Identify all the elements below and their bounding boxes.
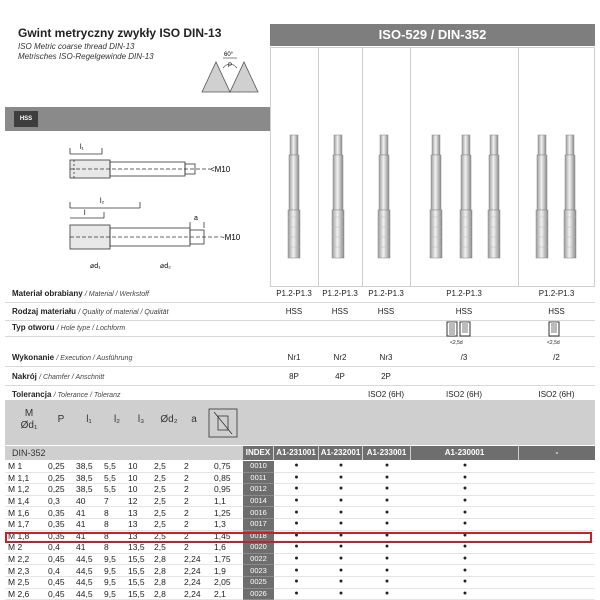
table-cell: 0,45 [45, 588, 73, 600]
spec-label-pl: Nakrój [12, 372, 37, 381]
table-cell: 2 [181, 542, 211, 554]
index-cell: 0014 [243, 495, 274, 507]
hole-note: <2,5d [547, 340, 560, 346]
spec-label-pl: Tolerancja [12, 390, 52, 399]
code-4: A1-230001 [411, 446, 518, 460]
availability-dot: ● [411, 530, 519, 542]
spec-value: Nr1 [287, 353, 301, 362]
table-cell: 1,9 [211, 565, 243, 577]
availability-dot: ● [363, 542, 411, 554]
spec-label-en: / Chamfer / Anschnitt [39, 374, 105, 381]
table-cell [519, 472, 595, 484]
drawing-l1: l₁ [80, 144, 84, 151]
table-row [5, 553, 595, 565]
table-cell: 5,5 [101, 484, 125, 496]
table-cell: 9,5 [101, 588, 125, 600]
din-label: DIN-352 [12, 448, 46, 458]
subtitle-en: ISO Metric coarse thread DIN-13 [18, 42, 135, 51]
spec-label-pl: Typ otworu [12, 323, 55, 332]
table-cell: 2,5 [151, 495, 181, 507]
table-cell: 38,5 [73, 484, 101, 496]
table-cell: 10 [125, 484, 151, 496]
col-d1: Ød₁ [20, 420, 38, 431]
table-cell: 2 [181, 495, 211, 507]
table-cell: 9,5 [101, 553, 125, 565]
col-l2: l₂ [113, 414, 121, 425]
table-cell: 2,5 [151, 518, 181, 530]
spec-value: P1.2-P1.3 [538, 289, 575, 298]
table-cell: 2 [181, 461, 211, 472]
code-2: A1-232001 [319, 446, 362, 460]
availability-dot: ● [274, 518, 319, 530]
table-row [5, 518, 595, 530]
table-cell: 10 [125, 472, 151, 484]
availability-dot: ● [319, 576, 363, 588]
availability-dot: ● [319, 507, 363, 519]
table-cell: 8 [101, 530, 125, 542]
table-cell: M 1 [5, 461, 45, 472]
spec-value: P1.2-P1.3 [322, 289, 358, 298]
table-cell: 13 [125, 518, 151, 530]
table-cell: 15,5 [125, 576, 151, 588]
index-cell: 0025 [243, 576, 274, 588]
availability-dot: ● [319, 530, 363, 542]
availability-dot: ● [274, 484, 319, 496]
table-row [5, 461, 595, 472]
tap-drawing [60, 140, 270, 280]
availability-dot: ● [411, 461, 519, 472]
table-cell [519, 495, 595, 507]
availability-dot: ● [411, 542, 519, 554]
spec-label-en: / Tolerance / Toleranz [53, 392, 121, 399]
table-row [5, 565, 595, 577]
spec-label [12, 353, 132, 362]
table-cell: 8 [101, 542, 125, 554]
table-cell: 7 [101, 495, 125, 507]
spec-label-en: / Hole type / Lochform [56, 325, 126, 332]
spec-label-en: / Material / Werkstoff [84, 291, 149, 298]
table-cell: 8 [101, 518, 125, 530]
spec-value: HSS [455, 307, 473, 316]
availability-dot: ● [319, 565, 363, 577]
availability-dot: ● [319, 495, 363, 507]
table-cell: 0,4 [45, 542, 73, 554]
table-cell [519, 484, 595, 496]
col-l3: l₃ [137, 414, 145, 425]
table-cell: 0,95 [211, 484, 243, 496]
table-cell: 38,5 [73, 472, 101, 484]
availability-dot: ● [363, 484, 411, 496]
table-cell: 15,5 [125, 553, 151, 565]
spec-label-en: / Quality of material / Qualität [78, 309, 169, 316]
drawing-d2: ⌀d₂ [160, 263, 171, 270]
table-cell: 8 [101, 507, 125, 519]
tap-photo [430, 135, 442, 258]
col-m: M [24, 408, 34, 419]
spec-label-en: / Execution / Ausführung [56, 355, 133, 362]
row-divider [5, 320, 595, 321]
code-3: A1-233001 [363, 446, 410, 460]
angle-label: 60° [224, 52, 234, 58]
availability-dot: ● [363, 553, 411, 565]
spec-value: ISO2 (6H) [538, 390, 575, 399]
availability-dot: ● [274, 588, 319, 600]
table-cell [519, 461, 595, 472]
availability-dot: ● [319, 553, 363, 565]
table-cell: 40 [73, 495, 101, 507]
table-cell: M 2 [5, 542, 45, 554]
availability-dot: ● [363, 565, 411, 577]
tap-photo [564, 135, 576, 258]
spec-label [12, 307, 169, 316]
data-table [5, 461, 595, 600]
availability-dot: ● [411, 518, 519, 530]
spec-value: 2P [381, 372, 391, 381]
table-cell: 0,25 [45, 484, 73, 496]
drawing-d1: ⌀d₁ [90, 263, 101, 270]
availability-dot: ● [274, 576, 319, 588]
table-cell: 38,5 [73, 461, 101, 472]
subtitle-de: Metrisches ISO-Regelgewinde DIN-13 [18, 52, 154, 61]
index-cell: 0026 [243, 588, 274, 600]
row-divider [5, 336, 595, 337]
table-row [5, 588, 595, 600]
spec-label-pl: Materiał obrabiany [12, 289, 83, 298]
index-cell: 0012 [243, 484, 274, 496]
spec-value: HSS [377, 307, 395, 316]
table-cell: M 1,7 [5, 518, 45, 530]
table-cell: 2,5 [151, 542, 181, 554]
spec-value: HSS [548, 307, 565, 316]
table-cell [519, 588, 595, 600]
availability-dot: ● [363, 530, 411, 542]
table-cell: 41 [73, 507, 101, 519]
availability-dot: ● [363, 518, 411, 530]
table-row [5, 576, 595, 588]
table-cell: 1,3 [211, 518, 243, 530]
table-cell [519, 507, 595, 519]
spec-label [12, 289, 149, 298]
table-cell: 1,25 [211, 507, 243, 519]
table-cell: 15,5 [125, 565, 151, 577]
spec-value: HSS [331, 307, 349, 316]
pitch-label: P [228, 63, 233, 69]
availability-dot: ● [411, 495, 519, 507]
availability-dot: ● [319, 518, 363, 530]
table-cell [519, 518, 595, 530]
spec-value: Nr3 [379, 353, 393, 362]
table-cell: 2,24 [181, 553, 211, 565]
spec-value: Nr2 [333, 353, 347, 362]
hole-note: <2,5d [450, 340, 463, 346]
table-cell: 2,5 [151, 484, 181, 496]
table-cell: M 1,8 [5, 530, 45, 542]
index-header: INDEX [243, 446, 273, 460]
table-row [5, 507, 595, 519]
availability-dot: ● [274, 530, 319, 542]
spec-value: P1.2-P1.3 [446, 289, 482, 298]
tap-photo [332, 135, 344, 258]
table-cell: M 2,2 [5, 553, 45, 565]
table-cell: 2,5 [151, 507, 181, 519]
spec-value: P1.2-P1.3 [368, 289, 404, 298]
drawing-m10-bottom: ~M10 [220, 233, 241, 242]
table-cell: 2,5 [151, 530, 181, 542]
tap-photo [288, 135, 300, 258]
availability-dot: ● [274, 542, 319, 554]
spec-value: ISO2 (6H) [445, 390, 482, 399]
table-cell: 1,1 [211, 495, 243, 507]
spec-value: ISO2 (6H) [367, 390, 404, 399]
col-a: a [191, 414, 197, 425]
availability-dot: ● [274, 553, 319, 565]
drawing-a: a [194, 215, 198, 222]
index-cell: 0010 [243, 461, 274, 472]
availability-dot: ● [411, 507, 519, 519]
table-cell: 9,5 [101, 565, 125, 577]
drawing-l2: l₂ [100, 198, 105, 205]
table-cell: 41 [73, 530, 101, 542]
table-cell: 2,8 [151, 576, 181, 588]
tap-photo [488, 135, 500, 258]
code-5: - [519, 446, 595, 460]
taps-photos [270, 47, 595, 287]
table-cell: M 2,6 [5, 588, 45, 600]
table-cell: 2 [181, 484, 211, 496]
table-cell: 2 [181, 518, 211, 530]
table-cell: 5,5 [101, 461, 125, 472]
table-cell: 2,05 [211, 576, 243, 588]
spec-label [12, 323, 125, 332]
table-row [5, 484, 595, 496]
table-cell: 2 [181, 472, 211, 484]
index-cell: 0023 [243, 565, 274, 577]
table-cell: 2,24 [181, 576, 211, 588]
table-cell: 2,1 [211, 588, 243, 600]
row-divider [5, 385, 595, 386]
table-cell: 0,3 [45, 495, 73, 507]
table-cell: 2,5 [151, 461, 181, 472]
spec-label [12, 390, 120, 399]
index-cell: 0018 [243, 530, 274, 542]
table-cell: 1,6 [211, 542, 243, 554]
tap-photo [536, 135, 548, 258]
availability-dot: ● [411, 472, 519, 484]
spec-value: 8P [289, 372, 299, 381]
hss-badge: HSS [14, 111, 38, 127]
availability-dot: ● [411, 576, 519, 588]
standard-header: ISO-529 / DIN-352 [270, 24, 595, 46]
table-cell: M 2,5 [5, 576, 45, 588]
availability-dot: ● [363, 588, 411, 600]
table-cell: 2 [181, 507, 211, 519]
table-cell: M 1,4 [5, 495, 45, 507]
tap-photo [378, 135, 390, 258]
spec-value: /3 [460, 353, 468, 362]
drawing-m10-top: <M10 [210, 165, 231, 174]
table-cell: 13,5 [125, 542, 151, 554]
table-row [5, 472, 595, 484]
spec-label-pl: Wykonanie [12, 353, 55, 362]
row-divider [5, 302, 595, 303]
table-cell: M 1,6 [5, 507, 45, 519]
table-cell: 0,45 [45, 553, 73, 565]
table-cell [519, 542, 595, 554]
table-cell: 0,35 [45, 530, 73, 542]
table-cell: 15,5 [125, 588, 151, 600]
table-cell: 41 [73, 518, 101, 530]
availability-dot: ● [363, 576, 411, 588]
index-cell: 0011 [243, 472, 274, 484]
availability-dot: ● [411, 484, 519, 496]
row-divider [5, 366, 595, 367]
table-cell: 2,5 [151, 472, 181, 484]
table-cell: 0,75 [211, 461, 243, 472]
table-cell: 41 [73, 542, 101, 554]
table-cell: 44,5 [73, 576, 101, 588]
table-cell: 0,85 [211, 472, 243, 484]
availability-dot: ● [319, 588, 363, 600]
hole-type-icon [545, 320, 565, 340]
col-p: P [57, 414, 65, 425]
availability-dot: ● [274, 461, 319, 472]
index-cell: 0017 [243, 518, 274, 530]
table-cell: 5,5 [101, 472, 125, 484]
availability-dot: ● [411, 553, 519, 565]
table-cell: M 1,2 [5, 484, 45, 496]
table-cell: 2,8 [151, 565, 181, 577]
table-cell: 2,24 [181, 565, 211, 577]
table-cell: 44,5 [73, 553, 101, 565]
spec-value: 4P [335, 372, 345, 381]
table-cell: 0,35 [45, 507, 73, 519]
index-cell: 0016 [243, 507, 274, 519]
col-l1: l₁ [86, 414, 92, 425]
table-cell: 2 [181, 530, 211, 542]
availability-dot: ● [319, 542, 363, 554]
table-cell: 2,24 [181, 588, 211, 600]
table-cell: 1,75 [211, 553, 243, 565]
thread-profile-icon [196, 48, 266, 96]
code-1: A1-231001 [274, 446, 318, 460]
tap-section-icon [206, 406, 240, 440]
table-cell: 12 [125, 495, 151, 507]
availability-dot: ● [274, 472, 319, 484]
availability-dot: ● [363, 461, 411, 472]
index-cell: 0020 [243, 542, 274, 554]
table-cell: 2,8 [151, 588, 181, 600]
table-cell: 0,25 [45, 472, 73, 484]
availability-dot: ● [363, 472, 411, 484]
table-cell: 2,8 [151, 553, 181, 565]
table-cell: M 2,3 [5, 565, 45, 577]
availability-dot: ● [274, 507, 319, 519]
table-cell: 44,5 [73, 565, 101, 577]
table-cell: 0,25 [45, 461, 73, 472]
drawing-l: l [84, 210, 86, 217]
table-cell: 1,45 [211, 530, 243, 542]
table-cell: 0,35 [45, 518, 73, 530]
table-cell: 13 [125, 530, 151, 542]
availability-dot: ● [319, 484, 363, 496]
table-row [5, 542, 595, 554]
spec-label-pl: Rodzaj materiału [12, 307, 77, 316]
table-cell: 0,4 [45, 565, 73, 577]
availability-dot: ● [411, 588, 519, 600]
page-title: Gwint metryczny zwykły ISO DIN-13 [18, 26, 222, 40]
availability-dot: ● [411, 565, 519, 577]
spec-value: /2 [553, 353, 560, 362]
table-cell [519, 565, 595, 577]
tap-photo [460, 135, 472, 258]
availability-dot: ● [363, 495, 411, 507]
table-cell: 10 [125, 461, 151, 472]
spec-label [12, 372, 104, 381]
table-cell: 44,5 [73, 588, 101, 600]
availability-dot: ● [274, 495, 319, 507]
spec-value: HSS [285, 307, 303, 316]
availability-dot: ● [319, 472, 363, 484]
index-cell: 0022 [243, 553, 274, 565]
spec-value: P1.2-P1.3 [276, 289, 312, 298]
hole-type-icon [445, 320, 475, 340]
availability-dot: ● [274, 565, 319, 577]
table-cell: 9,5 [101, 576, 125, 588]
table-cell [519, 553, 595, 565]
availability-dot: ● [363, 507, 411, 519]
table-cell [519, 576, 595, 588]
col-d2: Ød₂ [160, 414, 178, 425]
table-cell: 13 [125, 507, 151, 519]
table-cell: M 1,1 [5, 472, 45, 484]
availability-dot: ● [319, 461, 363, 472]
material-strip [5, 107, 270, 131]
highlight-row-box [5, 532, 592, 543]
table-cell: 0,45 [45, 576, 73, 588]
table-row [5, 495, 595, 507]
